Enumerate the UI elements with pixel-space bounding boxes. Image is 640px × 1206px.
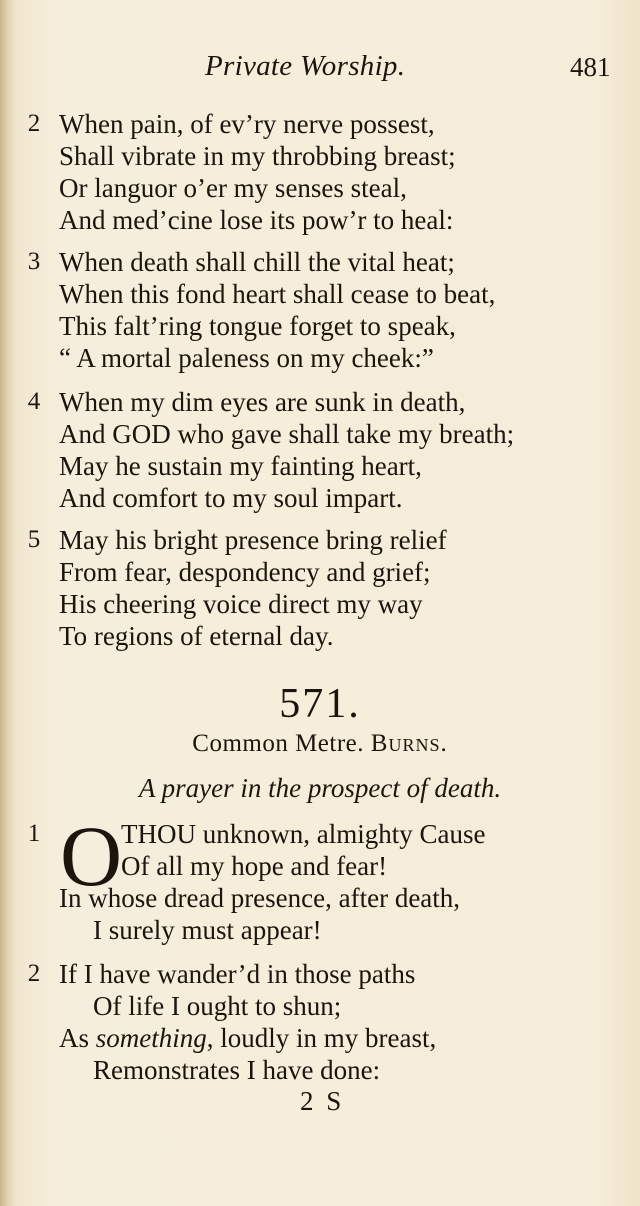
hymn-subtitle: A prayer in the prospect of death.	[138, 773, 502, 803]
verse-line: “ A mortal paleness on my cheek:”	[59, 343, 434, 373]
stanza-number: 2	[27, 110, 41, 137]
stanza-number: 5	[27, 526, 41, 553]
verse-line: In whose dread presence, after death,	[59, 883, 461, 913]
drop-cap: O	[60, 808, 123, 904]
page-number: 481	[570, 52, 611, 82]
stanza-2-prev	[0, 108, 640, 236]
verse-line	[59, 1022, 436, 1054]
meter: Common Metre.	[192, 730, 365, 757]
stanza-4-prev	[0, 386, 640, 514]
verse-line: May he sustain my fainting heart,	[59, 451, 422, 481]
verse-line: Remonstrates I have done:	[93, 1055, 381, 1085]
verse-line: Or languor o’er my senses steal,	[59, 173, 407, 203]
stanza-number: 3	[27, 248, 41, 275]
verse-line: May his bright presence bring relief	[59, 525, 447, 555]
verse-line: Shall vibrate in my throbbing breast;	[59, 141, 456, 171]
verse-line: When this fond heart shall cease to beat,	[59, 279, 496, 309]
stanza-2	[0, 958, 640, 1086]
verse-line: Of all my hope and fear!	[121, 851, 388, 881]
running-title: Private Worship.	[205, 50, 406, 82]
stanza-number: 4	[27, 388, 41, 415]
verse-line: And med’cine lose its pow’r to heal:	[59, 205, 454, 235]
hymn-meter-line	[0, 730, 640, 758]
stanza-1	[0, 818, 640, 946]
verse-line: When death shall chill the vital heat;	[59, 247, 455, 277]
verse-line: This falt’ring tongue forget to speak,	[59, 311, 456, 341]
verse-line: When pain, of ev’ry nerve possest,	[59, 109, 435, 139]
stanza-5-prev	[0, 524, 640, 652]
stanza-3-prev	[0, 246, 640, 374]
verse-text: As	[59, 1023, 96, 1053]
page-header	[0, 50, 640, 90]
hymn-number: 571.	[279, 681, 361, 727]
verse-line: If I have wander’d in those paths	[59, 959, 416, 989]
emphasized-word: something	[95, 1023, 207, 1053]
verse-line: His cheering voice direct my way	[59, 589, 423, 619]
verse-line: And comfort to my soul impart.	[59, 483, 403, 513]
signature-mark: 2 S	[300, 1086, 345, 1116]
verse-line: When my dim eyes are sunk in death,	[59, 387, 466, 417]
verse-line: From fear, despondency and grief;	[59, 557, 431, 587]
verse-line: Of life I ought to shun;	[93, 991, 342, 1021]
verse-line: I surely must appear!	[93, 915, 322, 945]
verse-line: THOU unknown, almighty Cause	[121, 819, 486, 849]
stanza-number: 2	[27, 960, 41, 987]
verse-text: , loudly in my breast,	[206, 1023, 437, 1053]
verse-line: And GOD who gave shall take my breath;	[59, 419, 515, 449]
author: Burns.	[370, 730, 448, 757]
verse-line: To regions of eternal day.	[59, 621, 334, 651]
stanza-number: 1	[27, 820, 41, 847]
